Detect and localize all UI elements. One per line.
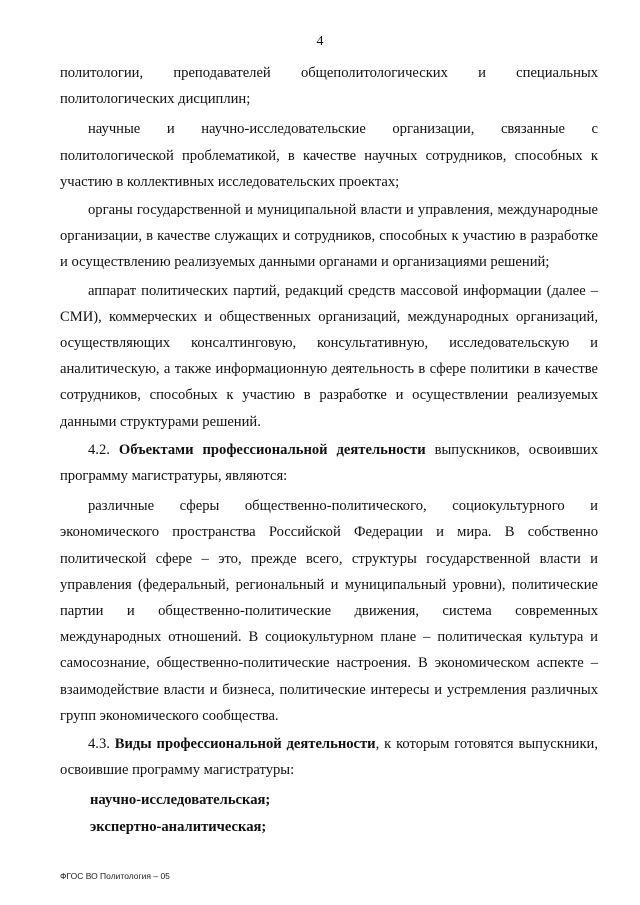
document-body [60,60,598,840]
paragraph-objects: различные сферы общественно-политического, социокультурного и экономического пространства Российской Федерации и мира. В собственно политической сфере – это, прежде всего, структуры государственной власти и управления (федеральный, региональный и муниципальный уровни), политические партии и общественно-политические движения, система современных международных отношений. В социокультурном плане – политическая культура и самосознание, общественно-политические настроения. В экономическом аспекте – взаимодействие власти и бизнеса, политические интересы и устремления различных групп экономического сообщества. [60,498,598,724]
section-text: выпускников, освоивших программу магистратуры, являются: [60,441,598,485]
activity-type-expert: экспертно-аналитическая; [90,818,267,835]
section-4-3 [60,731,598,783]
paragraph-continuation: политологии, преподавателей общеполитологических и специальных политологических дисциплин; [60,65,598,108]
list-item-government-bodies: органы государственной и муниципальной власти и управления, международные организации, в качестве служащих и сотрудников, способных к участию в разработке и осуществлению реализуемых данными органами и организациями решений; [60,202,598,271]
section-4-2 [60,437,598,489]
section-heading-bold: Виды профессиональной деятельности [114,736,376,753]
list-item-research-orgs: научные и научно-исследовательские организации, связанные с политологической проблематикой, в качестве научных сотрудников, способных к участию в коллективных исследовательских проектах; [60,121,598,190]
footer: ФГОС ВО Политология – 05 [60,871,170,881]
section-number: 4.2. [88,441,110,458]
page-number: 4 [316,34,324,49]
section-number: 4.3. [88,736,110,753]
section-text: , к которым готовятся выпускники, освоившие программу магистратуры: [60,736,598,779]
list-item-party-apparatus: аппарат политических партий, редакций средств массовой информации (далее – СМИ), коммерческих и общественных организаций, международных организаций, осуществляющих консалтинговую, консультативную, исследовательскую и аналитическую, а также информационную деятельность в сфере политики в качестве сотрудников, способных к участию в разработке и осуществлении реализуемых данными структурами решений. [60,282,598,430]
section-heading-bold: Объектами профессиональной деятельности [118,441,426,458]
activity-type-research: научно-исследовательская; [90,792,271,809]
